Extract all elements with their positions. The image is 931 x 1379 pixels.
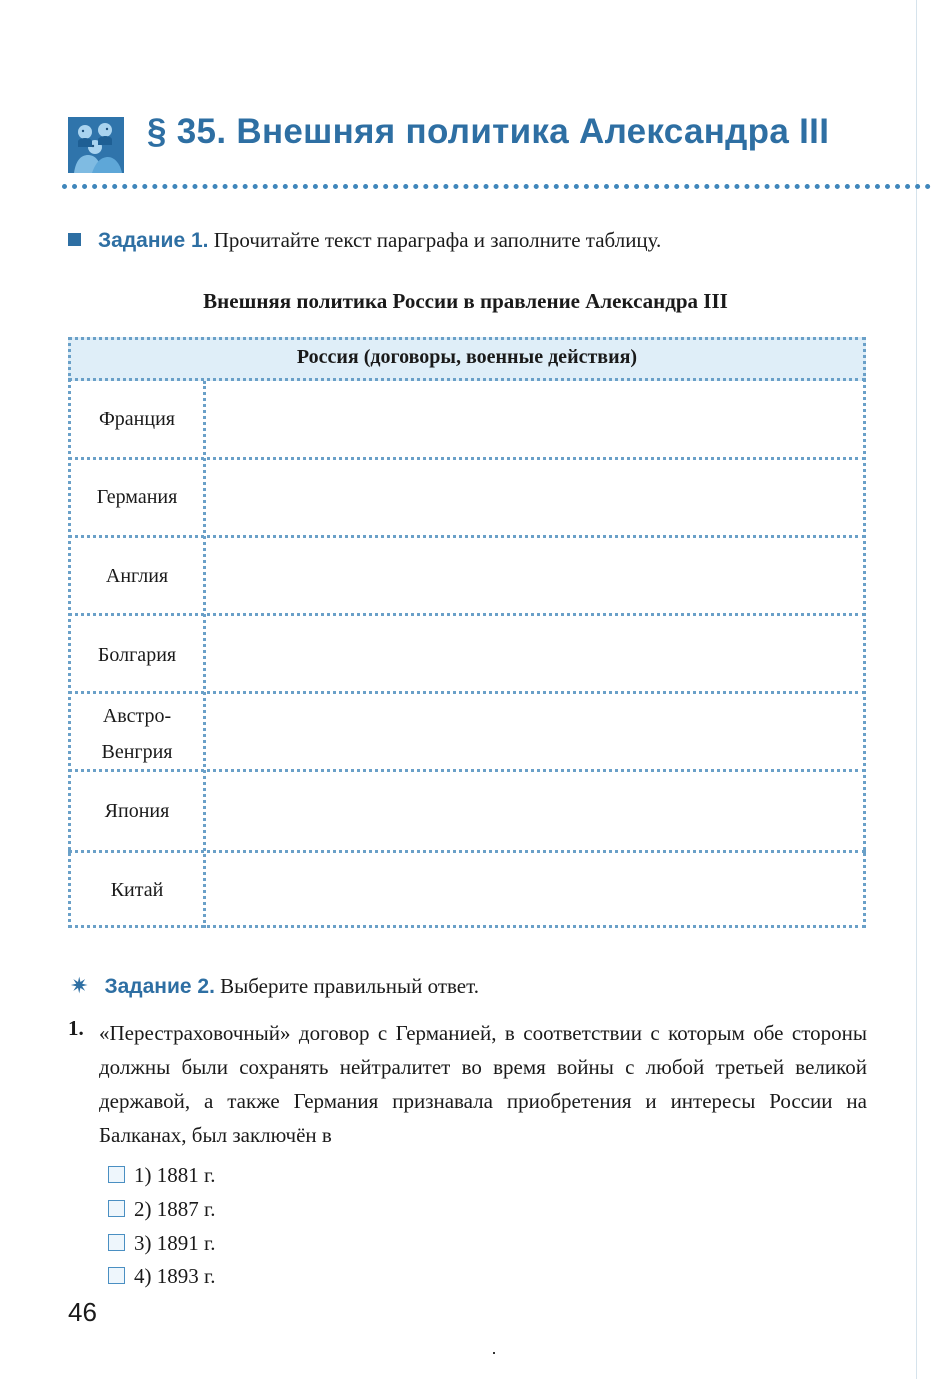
answer-option-label: 2) 1887 г. <box>134 1197 216 1221</box>
answer-option-3[interactable] <box>108 1231 216 1256</box>
answer-option-4[interactable] <box>108 1264 216 1289</box>
row-label-bulgaria: Болгария <box>97 644 177 666</box>
row-label-england: Англия <box>105 565 169 587</box>
answer-option-label: 1) 1881 г. <box>134 1163 216 1187</box>
row-label-france: Франция <box>99 408 175 430</box>
row-label-germany: Германия <box>96 486 178 508</box>
table-header-label: Россия (договоры, военные действия) <box>296 346 638 368</box>
answer-option-label: 3) 1891 г. <box>134 1231 216 1255</box>
table-border <box>68 337 866 928</box>
task2-instruction: Выберите правильный ответ. <box>220 974 479 998</box>
answer-option-label: 4) 1893 г. <box>134 1264 216 1288</box>
row-label-austria-hungary-line1: Австро- <box>102 705 172 727</box>
task1-heading <box>68 228 661 253</box>
print-speck <box>493 1352 495 1354</box>
checkbox[interactable] <box>108 1200 125 1217</box>
task1-instruction: Прочитайте текст параграфа и заполните таблицу. <box>213 228 662 252</box>
task2-heading <box>70 974 479 999</box>
page-title: § 35. Внешняя политика Александра III <box>147 112 830 151</box>
page-edge-line <box>916 0 917 1379</box>
task1-label: Задание 1. <box>98 229 209 252</box>
square-bullet-icon <box>68 233 81 246</box>
row-label-japan: Япония <box>104 800 170 822</box>
foreign-policy-table <box>68 337 866 928</box>
checkbox[interactable] <box>108 1234 125 1251</box>
table-caption: Внешняя политика России в правление Александра III <box>203 289 728 313</box>
page-number: 46 <box>68 1297 97 1327</box>
row-label-china: Китай <box>110 879 164 901</box>
answer-option-2[interactable] <box>108 1197 216 1222</box>
checkbox[interactable] <box>108 1166 125 1183</box>
title-dotted-divider <box>62 184 931 189</box>
row-label-austria-hungary-line2: Венгрия <box>101 741 173 763</box>
checkbox[interactable] <box>108 1267 125 1284</box>
question1-text: «Перестраховочный» договор с Германией, в соответствии с которым обе стороны должны были сохранять нейтралитет во время войны с любой третьей великой державой, а также Германия признавала приобретения и интересы России на Балканах, был заключён в <box>99 1021 867 1147</box>
answer-option-1[interactable] <box>108 1163 216 1188</box>
task2-label: Задание 2. <box>104 975 215 998</box>
question1-number: 1. <box>68 1016 84 1040</box>
asterisk-bullet-icon: ✷ <box>70 974 89 999</box>
children-portrait-icon <box>68 117 124 173</box>
